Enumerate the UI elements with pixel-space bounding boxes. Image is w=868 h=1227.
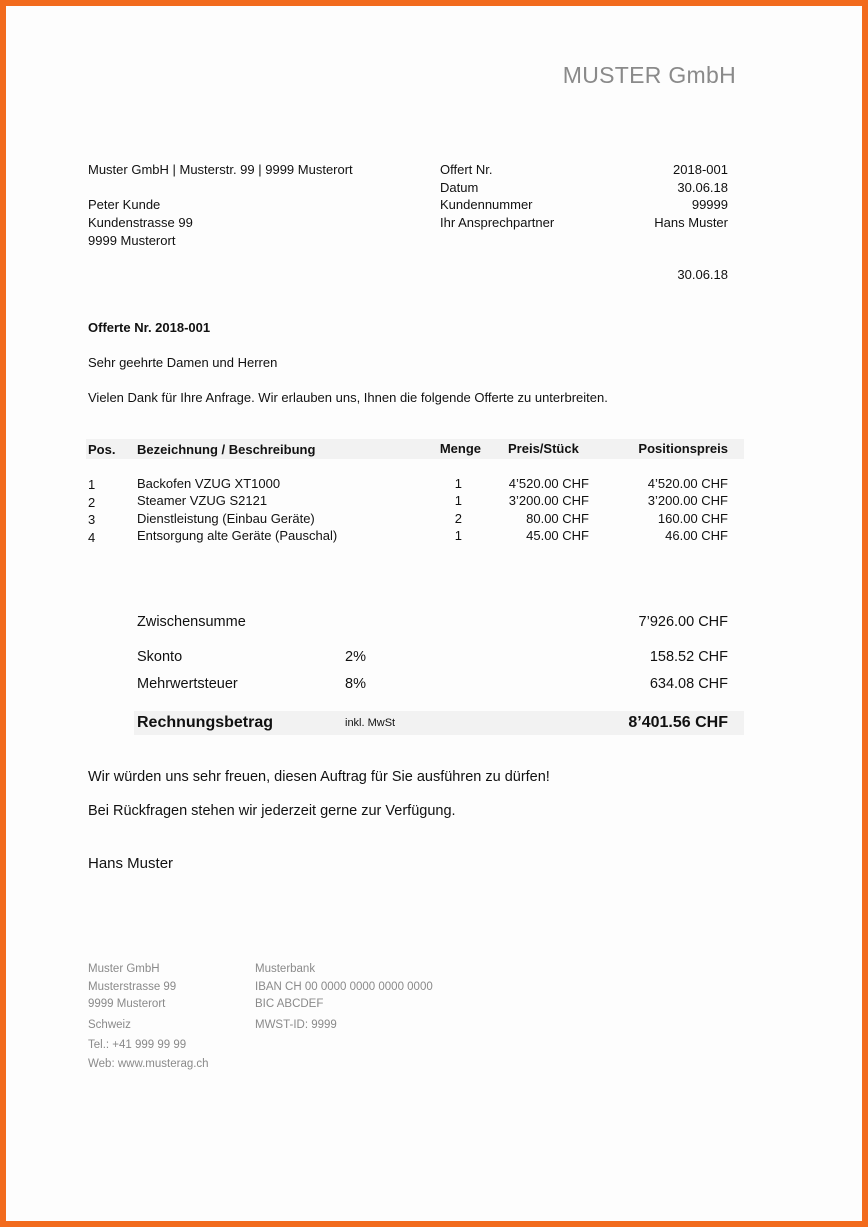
row-qty: 1 xyxy=(454,476,462,491)
meta-label: Ihr Ansprechpartner xyxy=(440,215,555,230)
footer-iban: IBAN CH 00 0000 0000 0000 0000 xyxy=(255,981,433,993)
company-logo-text: MUSTER GmbH xyxy=(562,62,736,88)
row-total: 3’200.00 CHF xyxy=(647,493,728,508)
sender-line: Muster GmbH | Musterstr. 99 | 9999 Musterort xyxy=(88,162,353,177)
row-total: 46.00 CHF xyxy=(665,528,728,543)
subject-heading: Offerte Nr. 2018-001 xyxy=(88,320,211,335)
meta-value: 2018-001 xyxy=(673,162,728,177)
row-pos: 3 xyxy=(88,512,96,527)
footer-web: Web: www.musterag.ch xyxy=(88,1058,209,1070)
header-total: Positionspreis xyxy=(638,441,728,456)
meta-label: Datum xyxy=(440,180,479,195)
footer-company: Muster GmbH xyxy=(88,963,160,975)
subtotal-label: Zwischensumme xyxy=(137,614,246,630)
total-label: Rechnungsbetrag xyxy=(137,714,274,731)
vat-value: 634.08 CHF xyxy=(649,676,728,692)
date-line: 30.06.18 xyxy=(677,267,728,282)
discount-label: Skonto xyxy=(137,649,183,665)
footer-country: Schweiz xyxy=(88,1019,131,1031)
row-pos: 2 xyxy=(88,495,96,510)
row-pos: 1 xyxy=(88,477,96,492)
total-note: inkl. MwSt xyxy=(345,717,396,729)
header-qty: Menge xyxy=(439,441,481,456)
closing-text-2: Bei Rückfragen stehen wir jederzeit gerne zur Verfügung. xyxy=(88,803,456,819)
header-desc: Bezeichnung / Beschreibung xyxy=(137,442,316,457)
discount-value: 158.52 CHF xyxy=(649,649,728,665)
subtotal-value: 7’926.00 CHF xyxy=(638,614,728,630)
footer-vat-id: MWST-ID: 9999 xyxy=(255,1019,337,1031)
salutation: Sehr geehrte Damen und Herren xyxy=(88,355,278,370)
recipient-name: Peter Kunde xyxy=(88,197,161,212)
row-unit: 45.00 CHF xyxy=(526,528,589,543)
row-qty: 2 xyxy=(454,511,462,526)
total-value: 8’401.56 CHF xyxy=(628,714,728,731)
discount-rate: 2% xyxy=(345,649,366,665)
footer-city: 9999 Musterort xyxy=(88,998,166,1010)
header-unit: Preis/Stück xyxy=(508,441,579,456)
row-qty: 1 xyxy=(454,528,462,543)
row-total: 4’520.00 CHF xyxy=(647,476,728,491)
row-unit: 4’520.00 CHF xyxy=(508,476,589,491)
footer-street: Musterstrasse 99 xyxy=(88,981,177,993)
footer-bank: Musterbank xyxy=(255,963,316,975)
meta-value: Hans Muster xyxy=(654,215,728,230)
signature-name: Hans Muster xyxy=(88,855,174,872)
meta-value: 99999 xyxy=(691,197,728,212)
row-desc: Backofen VZUG XT1000 xyxy=(137,476,281,491)
footer-phone: Tel.: +41 999 99 99 xyxy=(88,1039,187,1051)
recipient-city: 9999 Musterort xyxy=(88,233,176,248)
closing-text: Wir würden uns sehr freuen, diesen Auftrag für Sie ausführen zu dürfen! xyxy=(88,769,550,785)
meta-value: 30.06.18 xyxy=(677,180,728,195)
row-pos: 4 xyxy=(88,530,96,545)
row-desc: Steamer VZUG S2121 xyxy=(137,493,268,508)
recipient-street: Kundenstrasse 99 xyxy=(88,215,193,230)
row-unit: 3’200.00 CHF xyxy=(508,493,589,508)
meta-label: Offert Nr. xyxy=(440,162,493,177)
footer-bic: BIC ABCDEF xyxy=(255,998,324,1010)
intro-text: Vielen Dank für Ihre Anfrage. Wir erlauben uns, Ihnen die folgende Offerte zu unterbreiten. xyxy=(88,390,608,405)
row-total: 160.00 CHF xyxy=(657,511,728,526)
row-qty: 1 xyxy=(454,493,462,508)
vat-rate: 8% xyxy=(345,676,366,692)
row-unit: 80.00 CHF xyxy=(526,511,589,526)
header-pos: Pos. xyxy=(88,442,116,457)
meta-label: Kundennummer xyxy=(440,197,533,212)
row-desc: Dienstleistung (Einbau Geräte) xyxy=(137,511,315,526)
vat-label: Mehrwertsteuer xyxy=(137,676,238,692)
row-desc: Entsorgung alte Geräte (Pauschal) xyxy=(137,528,338,543)
